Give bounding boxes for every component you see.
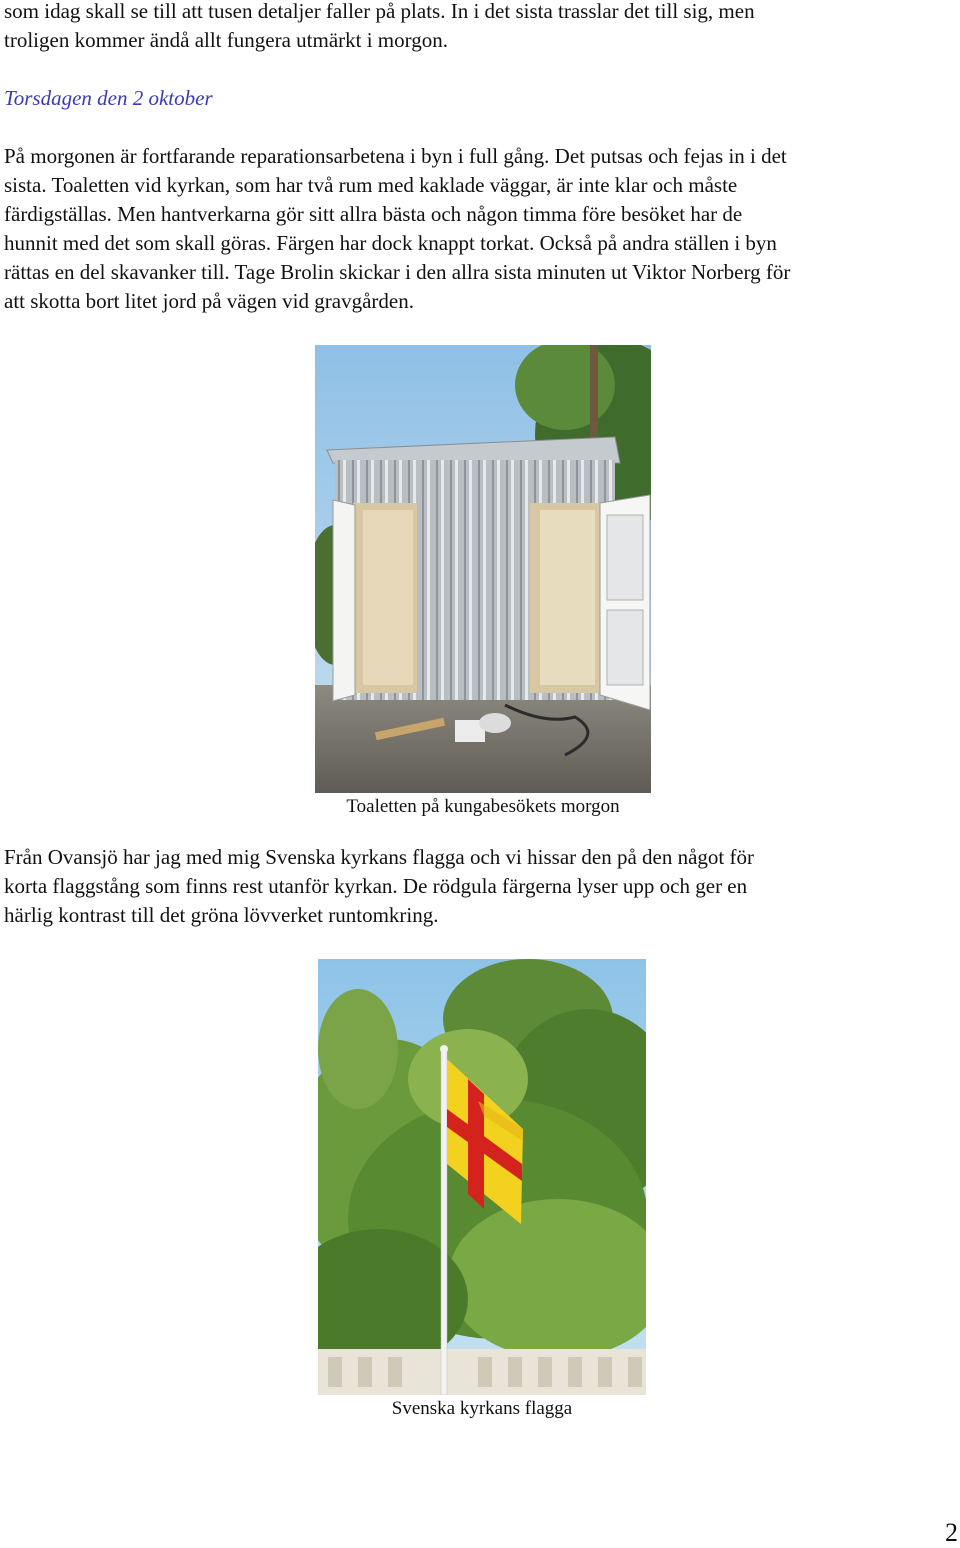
text-line: rättas en del skavanker till. Tage Brolin skickar i den allra sista minuten ut Viktor Norberg för — [4, 260, 791, 284]
text-line: troligen kommer ändå allt fungera utmärkt i morgon. — [4, 28, 448, 52]
paragraph-flag — [4, 843, 956, 930]
intro-paragraph — [4, 0, 956, 55]
section-heading: Torsdagen den 2 oktober — [4, 86, 213, 110]
text-line: hunnit med det som skall göras. Färgen har dock knappt torkat. Också på andra ställen i byn — [4, 231, 777, 255]
page-number: 2 — [945, 1518, 958, 1547]
paragraph-repairs — [4, 142, 956, 316]
text-line: sista. Toaletten vid kyrkan, som har två rum med kaklade väggar, är inte klar och måste — [4, 173, 738, 197]
text-line: härlig kontrast till det gröna lövverket runtomkring. — [4, 903, 439, 927]
figure-caption: Svenska kyrkans flagga — [391, 1398, 573, 1419]
text-line: som idag skall se till att tusen detaljer faller på plats. In i det sista trasslar det till sig, men — [4, 0, 755, 23]
text-line: färdigställas. Men hantverkarna gör sitt allra bästa och någon timma före besöket har de — [4, 202, 743, 226]
text-line: korta flaggstång som finns rest utanför kyrkan. De rödgula färgerna lyser upp och ger en — [4, 874, 748, 898]
text-line: att skotta bort litet jord på vägen vid gravgården. — [4, 289, 414, 313]
text-line: Från Ovansjö har jag med mig Svenska kyrkans flagga och vi hissar den på den något för — [4, 845, 754, 869]
figure-caption: Toaletten på kungabesökets morgon — [346, 796, 620, 817]
photo-toilet-building — [315, 345, 651, 793]
text-line: På morgonen är fortfarande reparationsarbetena i byn i full gång. Det putsas och fejas in i det — [4, 144, 787, 168]
photo-church-flag — [318, 959, 646, 1395]
